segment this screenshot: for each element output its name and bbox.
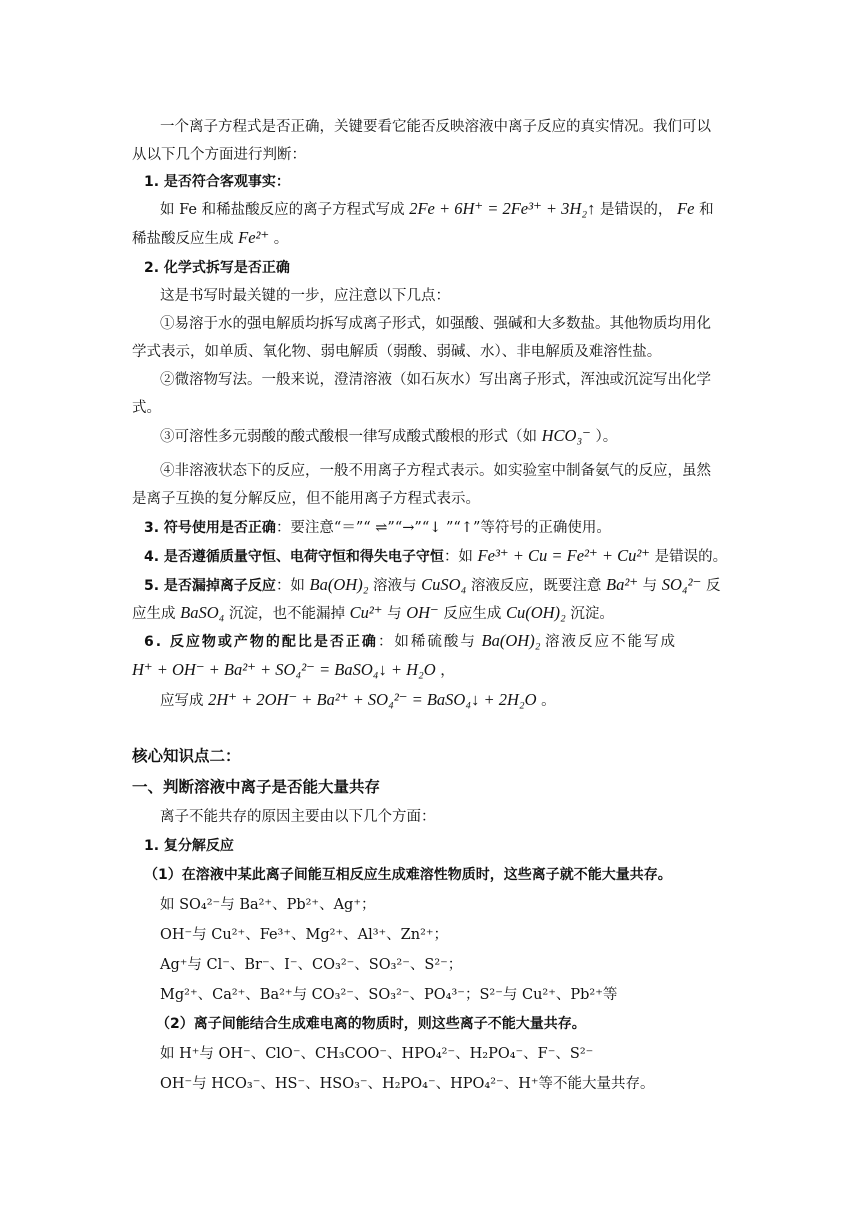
s5-baso4-formula: BaSO₄ — [180, 603, 225, 622]
core-rule-2: （2）离子间能结合生成难电离的物质时，则这些离子不能大量共存。 — [156, 1016, 586, 1032]
core-list-4: Mg²⁺、Ca²⁺、Ba²⁺与 CO₃²⁻、SO₃²⁻、PO₄³⁻；S²⁻与 Cu²⁺、Pb²⁺等 — [160, 987, 618, 1003]
s5-text-3: 溶液反应，既要注意 — [470, 578, 602, 594]
s5-text-9: 反应生成 — [443, 606, 502, 622]
s4-text-2: 是错误的。 — [654, 549, 728, 565]
s5-title: 5. 是否漏掉离子反应 — [144, 578, 276, 594]
s1-equation: 2Fe + 6H⁺ = 2Fe³⁺ + 3H₂↑ — [409, 199, 596, 218]
s1-title: 1. 是否符合客观事实： — [144, 174, 290, 190]
s2-point-2a: ②微溶物写法。一般来说，澄清溶液（如石灰水）写出离子形式，浑浊或沉淀写出化学 — [160, 372, 711, 388]
core-list-2: OH⁻与 Cu²⁺、Fe³⁺、Mg²⁺、Al³⁺、Zn²⁺； — [160, 927, 449, 943]
s3-line — [0, 518, 860, 538]
s2-point-4b: 是离子互换的复分解反应，但不能用离子方程式表示。 — [132, 491, 480, 507]
s1-text-2: 是错误的， — [599, 202, 673, 218]
s5-text-1: ：如 — [275, 578, 305, 594]
s1-line-1 — [0, 199, 860, 220]
s2-point-1b: 学式表示，如单质、氧化物、弱电解质（弱酸、弱碱、水）、非电解质及难溶性盐。 — [132, 344, 662, 360]
intro-line-1: 一个离子方程式是否正确，关键要看它能否反映溶液中离子反应的真实情况。我们可以 — [160, 119, 711, 135]
s3-title: 3. 符号使用是否正确 — [144, 520, 276, 536]
s5-text-7: 沉淀，也不能漏掉 — [228, 606, 345, 622]
s2-point-3 — [0, 426, 860, 447]
s5-text-4: 与 — [642, 578, 658, 594]
s4-equation: Fe³⁺ + Cu = Fe²⁺ + Cu²⁺ — [477, 546, 650, 565]
core-list-1: 如 SO₄²⁻与 Ba²⁺、Pb²⁺、Ag⁺； — [160, 897, 376, 913]
s1-text-5: 。 — [273, 231, 289, 247]
s1-text-3: 和 — [699, 202, 714, 218]
s4-text-1: ：如 — [443, 549, 473, 565]
s6-text-3: ， — [440, 663, 455, 679]
s5-cu-ion: Cu²⁺ — [349, 603, 383, 622]
s2-hco3-formula: HCO₃⁻ — [541, 426, 591, 445]
s4-line — [0, 546, 860, 567]
s2-point-4a: ④非溶液状态下的反应，一般不用离子方程式表示。如实验室中制备氨气的反应，虽然 — [160, 463, 711, 479]
s5-oh-ion: OH⁻ — [406, 603, 439, 622]
s6-wrong-equation: H⁺ + OH⁻ + Ba²⁺ + SO₄²⁻ = BaSO₄↓ + H₂O — [132, 660, 436, 679]
s1-fe: Fe — [677, 199, 695, 218]
s6-text-5: 。 — [541, 693, 556, 709]
s6-text-2: 溶液反应不能写成 — [545, 634, 678, 650]
s6-text-1: ：如稀硫酸与 — [377, 634, 477, 650]
s2-point-2b: 式。 — [132, 400, 161, 416]
s6-line-3 — [0, 690, 860, 711]
s2-title: 2. 化学式拆写是否正确 — [144, 260, 290, 276]
core-title: 核心知识点二： — [132, 747, 241, 765]
core-list-3: Ag⁺与 Cl⁻、Br⁻、I⁻、CO₃²⁻、SO₃²⁻、S²⁻； — [160, 957, 463, 973]
core-intro: 离子不能共存的原因主要由以下几个方面： — [160, 809, 436, 825]
s6-correct-equation: 2H⁺ + 2OH⁻ + Ba²⁺ + SO₄²⁻ = BaSO₄↓ + 2H₂O — [208, 690, 537, 709]
s1-fe2-formula: Fe²⁺ — [238, 228, 270, 247]
s5-text-5: 反 — [705, 578, 721, 594]
s6-line-1 — [0, 631, 860, 652]
s5-so4-ion: SO₄²⁻ — [661, 575, 702, 594]
s6-baoh2-formula: Ba(OH)₂ — [481, 631, 541, 650]
s2-intro: 这是书写时最关键的一步，应注意以下几点： — [160, 288, 450, 304]
s6-title: 6. 反应物或产物的配比是否正确 — [144, 634, 378, 650]
s2-point-3-end: ）。 — [595, 429, 618, 445]
intro-line-2: 从以下几个方面进行判断： — [132, 147, 306, 163]
s1-text-1: 如 Fe 和稀盐酸反应的离子方程式写成 — [160, 202, 405, 218]
s1-text-4: 稀盐酸反应生成 — [132, 231, 234, 247]
core-list-5: 如 H⁺与 OH⁻、ClO⁻、CH₃COO⁻、HPO₄²⁻、H₂PO₄⁻、F⁻、S²⁻ — [160, 1046, 594, 1062]
core-subheading-1: 1. 复分解反应 — [144, 838, 234, 854]
s5-line-2 — [0, 603, 860, 624]
s5-line-1 — [0, 575, 860, 596]
s3-text: ：要注意“＝”“ ⇌”“→”“↓ ”“↑”等符号的正确使用。 — [275, 520, 611, 536]
s5-ba-ion: Ba²⁺ — [606, 575, 639, 594]
core-rule-1: （1）在溶液中某此离子间能互相反应生成难溶性物质时，这些离子就不能大量共存。 — [144, 867, 672, 883]
s5-cuso4-formula: CuSO₄ — [421, 575, 467, 594]
s2-point-1a: ①易溶于水的强电解质均拆写成离子形式，如强酸、强碱和大多数盐。其他物质均用化 — [160, 316, 711, 332]
s5-text-10: 沉淀。 — [570, 606, 614, 622]
s5-cuoh2-formula: Cu(OH)₂ — [505, 603, 566, 622]
s6-text-4: 应写成 — [160, 693, 204, 709]
s5-text-2: 溶液与 — [373, 578, 417, 594]
core-list-6: OH⁻与 HCO₃⁻、HS⁻、HSO₃⁻、H₂PO₄⁻、HPO₄²⁻、H⁺等不能大量共存。 — [160, 1076, 655, 1092]
s2-point-3-text: ③可溶性多元弱酸的酸式酸根一律写成酸式酸根的形式（如 — [160, 429, 537, 445]
s6-line-2 — [0, 660, 860, 681]
s1-line-2 — [0, 228, 860, 249]
s4-title: 4. 是否遵循质量守恒、电荷守恒和得失电子守恒 — [144, 549, 444, 565]
core-heading: 一、判断溶液中离子是否能大量共存 — [132, 778, 381, 796]
s5-text-6: 应生成 — [132, 606, 176, 622]
s5-text-8: 与 — [387, 606, 402, 622]
s5-baoh2-formula: Ba(OH)₂ — [309, 575, 369, 594]
